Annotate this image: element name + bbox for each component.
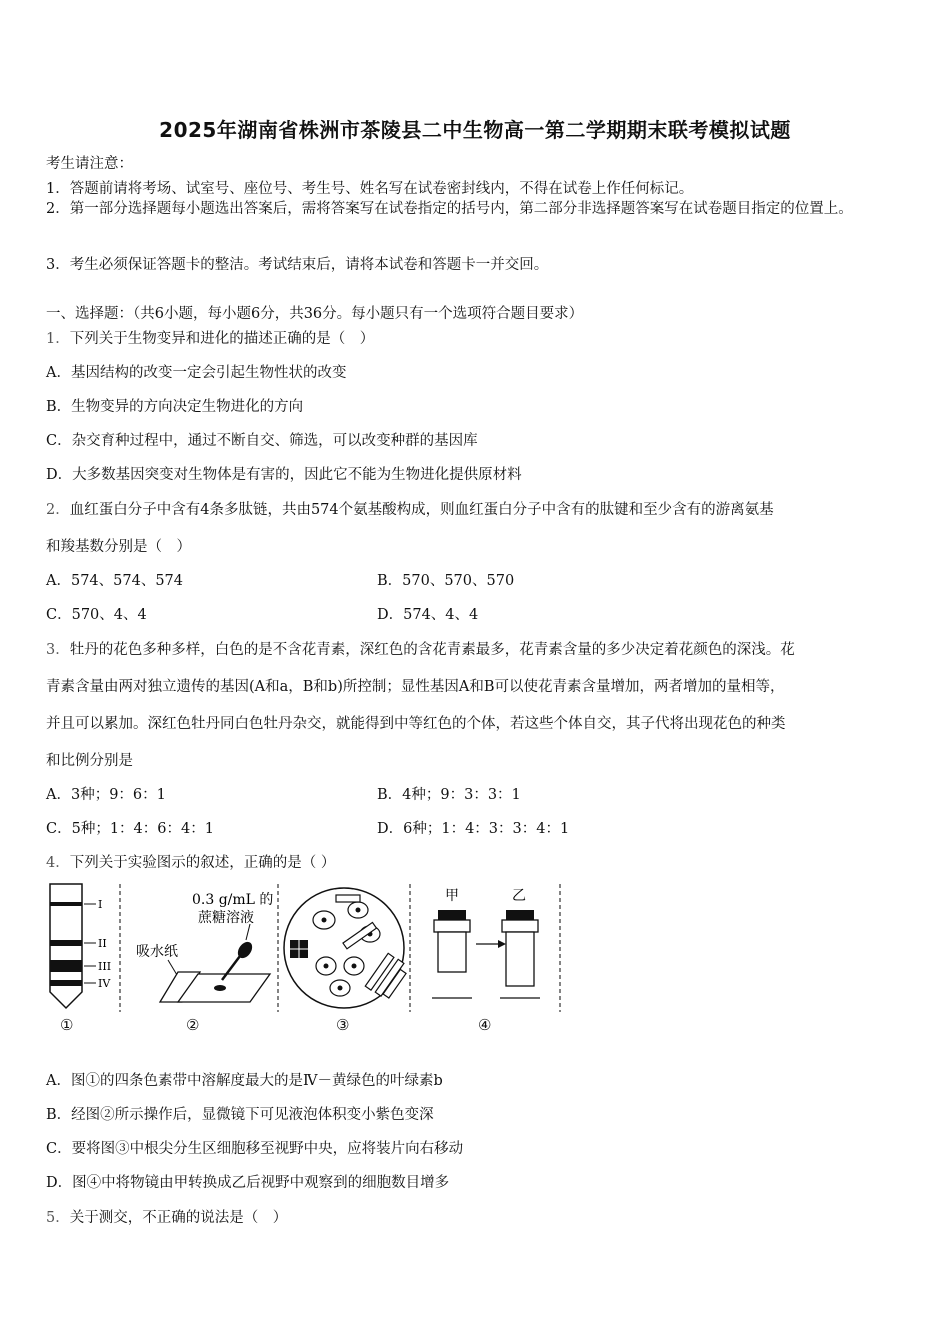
pigment-band-4 xyxy=(50,980,82,986)
q2-option-b: B．570、570、570 xyxy=(377,573,515,589)
question-2 xyxy=(46,498,774,519)
lens-label-a: 甲 xyxy=(445,888,459,904)
lens-b-collar xyxy=(506,910,534,920)
question-number: 2． xyxy=(46,502,70,518)
q1-option-b: B．生物变异的方向决定生物进化的方向 xyxy=(46,399,304,415)
lens-a-body xyxy=(438,932,466,972)
microscope-field xyxy=(284,888,406,1008)
question-stem-line-1: 牡丹的花色多种多样，白色的是不含花青素，深红色的含花青素最多，花青素含量的多少决定着花颜色的深浅。花 xyxy=(69,642,795,658)
q1-option-d: D．大多数基因突变对生物体是有害的，因此它不能为生物进化提供原材料 xyxy=(46,467,522,483)
question-stem-line-2: 青素含量由两对独立遗传的基因(A和a，B和b)所控制；显性基因A和B可以使花青素含量增加，两者增加的量相等， xyxy=(46,679,785,695)
arrow-right-icon xyxy=(498,940,506,948)
question-1 xyxy=(46,327,374,348)
question-stem: 关于测交，不正确的说法是（ ） xyxy=(69,1210,288,1226)
q4-option-a: A．图①的四条色素带中溶解度最大的是Ⅳ－黄绿色的叶绿素b xyxy=(46,1073,443,1089)
q4-option-b: B．经图②所示操作后，显微镜下可见液泡体积变小紫色变深 xyxy=(46,1107,434,1123)
pigment-band-2 xyxy=(50,940,82,946)
slide-setup xyxy=(136,892,273,1002)
lens-a-collar xyxy=(438,910,466,920)
lens-label-b: 乙 xyxy=(512,888,526,904)
q4-option-d: D．图④中将物镜由甲转换成乙后视野中观察到的细胞数目增多 xyxy=(46,1175,450,1191)
caption-2: ② xyxy=(186,1016,200,1034)
page-title: 2025年湖南省株洲市茶陵县二中生物高一第二学期期末联考模拟试题 xyxy=(159,118,791,142)
band-label-3: III xyxy=(98,960,112,973)
notice-item-1: 1．答题前请将考场、试室号、座位号、考生号、姓名写在试卷密封线内，不得在试卷上作任何标记。 xyxy=(46,181,694,197)
question-number: 4． xyxy=(46,855,70,871)
experiment-figure xyxy=(40,880,570,1040)
question-number: 1． xyxy=(46,331,70,347)
band-label-1: I xyxy=(98,898,103,911)
question-number: 5． xyxy=(46,1210,70,1226)
question-stem: 下列关于生物变异和进化的描述正确的是（ ） xyxy=(69,331,375,347)
objective-lenses xyxy=(432,888,540,998)
question-number: 3． xyxy=(46,642,70,658)
q3-option-d: D．6种；1：4：3：3：4：1 xyxy=(377,821,570,837)
question-5 xyxy=(46,1206,287,1227)
notice-heading: 考生请注意： xyxy=(46,156,133,172)
solution-label-2: 蔗糖溶液 xyxy=(198,910,254,926)
question-stem-line-2: 和羧基数分别是（ ） xyxy=(46,539,191,555)
notice-item-2: 2．第一部分选择题每小题选出答案后，需将答案写在试卷指定的括号内，第二部分非选择题答案写在试卷题目指定的位置上。 xyxy=(46,201,853,217)
band-label-2: II xyxy=(98,937,107,950)
caption-4: ④ xyxy=(478,1016,492,1034)
lens-b-body xyxy=(506,932,534,986)
q1-option-c: C．杂交育种过程中，通过不断自交、筛选，可以改变种群的基因库 xyxy=(46,433,478,449)
section-heading: 一、选择题：（共6小题，每小题6分，共36分。每小题只有一个选项符合题目要求） xyxy=(46,306,584,322)
notice-item-3: 3．考生必须保证答题卡的整洁。考试结束后，请将本试卷和答题卡一并交回。 xyxy=(46,257,549,273)
q2-option-c: C．570、4、4 xyxy=(46,607,147,623)
q2-option-a: A．574、574、574 xyxy=(46,573,183,589)
question-stem-line-1: 血红蛋白分子中含有4条多肽链，共由574个氨基酸构成，则血红蛋白分子中含有的肽键和至少含有的游离氨基 xyxy=(69,502,774,518)
specimen-drop xyxy=(214,985,226,991)
question-3 xyxy=(46,638,795,659)
question-stem-line-3: 并且可以累加。深红色牡丹同白色牡丹杂交，就能得到中等红色的个体，若这些个体自交，其子代将出现花色的种类 xyxy=(46,716,786,732)
q2-option-d: D．574、4、4 xyxy=(377,607,479,623)
q3-option-b: B．4种；9：3：3：1 xyxy=(377,787,521,803)
caption-3: ③ xyxy=(336,1016,350,1034)
blotting-paper-label: 吸水纸 xyxy=(136,944,178,960)
q3-option-c: C．5种；1：4：6：4：1 xyxy=(46,821,214,837)
pigment-band-3 xyxy=(50,960,82,972)
q1-option-a: A．基因结构的改变一定会引起生物性状的改变 xyxy=(46,365,347,381)
caption-1: ① xyxy=(60,1016,74,1034)
question-stem: 下列关于实验图示的叙述，正确的是（ ） xyxy=(69,855,336,871)
chromatography-strip xyxy=(50,884,111,1008)
q3-option-a: A．3种；9：6：1 xyxy=(46,787,166,803)
question-stem-line-4: 和比例分别是 xyxy=(46,753,133,769)
band-label-4: IV xyxy=(98,977,111,990)
q4-option-c: C．要将图③中根尖分生区细胞移至视野中央，应将装片向右移动 xyxy=(46,1141,464,1157)
question-4 xyxy=(46,851,335,872)
pigment-band-1 xyxy=(50,902,82,906)
solution-label-1: 0.3 g/mL 的 xyxy=(192,892,274,908)
